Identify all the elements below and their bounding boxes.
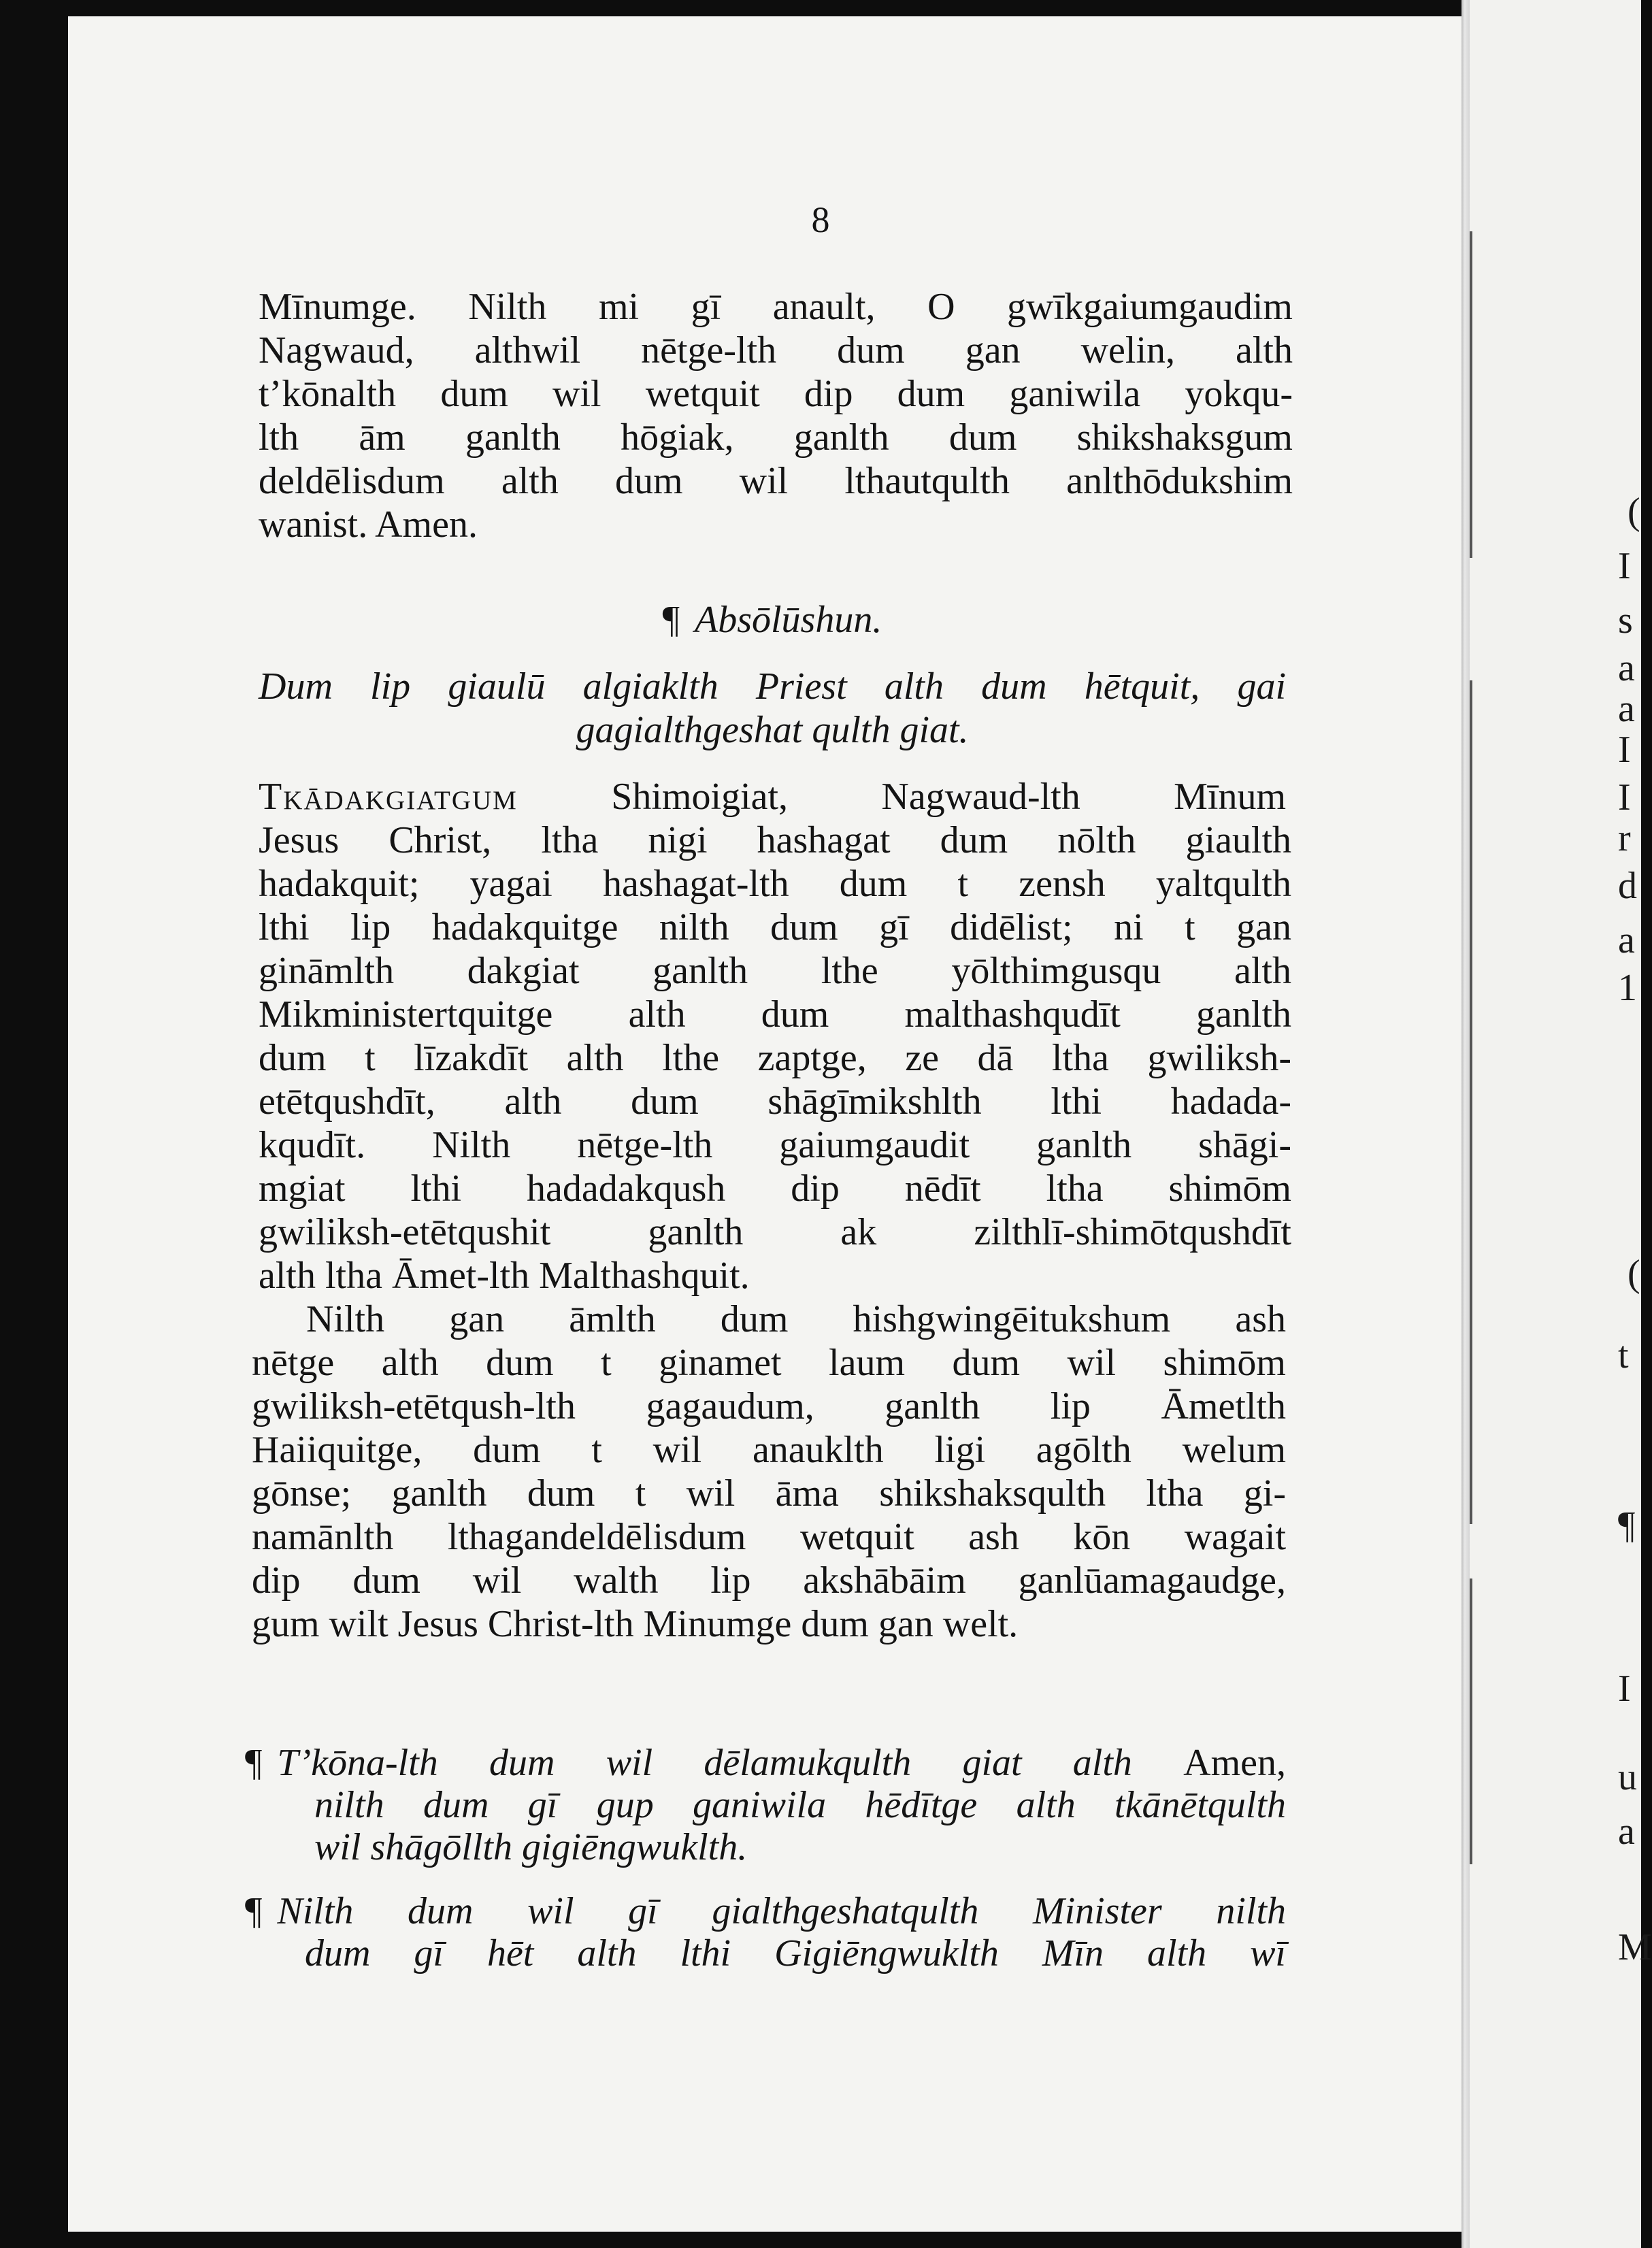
- first-line-rest: Shimoigiat, Nagwaud-lth Mīnum: [611, 776, 1286, 818]
- facing-page-rule: [1470, 231, 1472, 558]
- absolution-line: gōnse; ganlth dum t wil āma shikshaksqulth ltha gi-: [252, 1472, 1286, 1515]
- rubric-note-line: wil shāgōllth gigiēngwuklth.: [314, 1826, 748, 1868]
- facing-page-fragment: a: [1618, 1811, 1635, 1853]
- facing-page-fragment: (: [1628, 1253, 1640, 1295]
- section-heading: [259, 599, 1286, 641]
- facing-page-fragment: I: [1618, 729, 1631, 771]
- absolution-line: lthi lip hadakquitge nilth dum gī didēlist; ni t gan: [259, 906, 1291, 948]
- prayer-line: wanist. Amen.: [259, 503, 478, 546]
- absolution-line: alth ltha Āmet-lth Malthashquit.: [259, 1255, 750, 1297]
- absolution-line: dip dum wil walth lip akshābāim ganlūamagaudge,: [252, 1559, 1286, 1602]
- absolution-line: Nilth gan āmlth dum hishgwingēitukshum ash: [306, 1298, 1286, 1340]
- facing-page-edge: [1470, 0, 1641, 2248]
- absolution-line: dum t līzakdīt alth lthe zaptge, ze dā ltha gwiliksh-: [259, 1037, 1291, 1079]
- note-text: Nilth dum wil gī gialthgeshatqulth Minister nilth: [277, 1890, 1286, 1932]
- facing-page-fragment: a: [1618, 919, 1635, 961]
- absolution-line: nētge alth dum t ginamet laum dum wil shimōm: [252, 1342, 1286, 1384]
- facing-page-fragment: 1: [1618, 967, 1637, 1009]
- rubric-note-line: [245, 1742, 1286, 1784]
- absolution-line: namānlth lthagandeldēlisdum wetquit ash kōn wagait: [252, 1516, 1286, 1558]
- facing-page-fragment: a: [1618, 688, 1635, 730]
- facing-page-fragment: (: [1628, 491, 1640, 533]
- absolution-first-line: [259, 776, 1286, 818]
- rubric-note-line: nilth dum gī gup ganiwila hēdītge alth tkānētqulth: [314, 1784, 1286, 1826]
- absolution-line: gwiliksh-etētqushit ganlth ak zilthlī-shimōtqushdīt: [259, 1211, 1291, 1253]
- drop-word: Tkādakgiatgum: [259, 776, 518, 818]
- rubric-line: gagialthgeshat qulth giat.: [576, 709, 969, 751]
- facing-page-fragment: I: [1618, 776, 1631, 819]
- absolution-line: kqudīt. Nilth nētge-lth gaiumgaudit ganlth shāgi-: [259, 1124, 1291, 1166]
- pilcrow-icon: ¶: [245, 1742, 263, 1784]
- rubric-line: Dum lip giaulū algiaklth Priest alth dum hētquit, gai: [259, 665, 1286, 708]
- absolution-line: mgiat lthi hadadakqush dip nēdīt ltha shimōm: [259, 1168, 1291, 1210]
- prayer-line: lth ām ganlth hōgiak, ganlth dum shikshaksgum: [259, 416, 1293, 459]
- page-gutter: [1461, 0, 1470, 2248]
- facing-page-fragment: I: [1618, 545, 1631, 587]
- prayer-line: Mīnumge. Nilth mi gī anault, O gwīkgaiumgaudim: [259, 286, 1293, 328]
- absolution-line: Haiiquitge, dum t wil anauklth ligi agōlth welum: [252, 1429, 1286, 1471]
- facing-page-rule: [1470, 680, 1472, 1524]
- absolution-line: Jesus Christ, ltha nigi hashagat dum nōlth giaulth: [259, 819, 1291, 861]
- note-text: T’kōna-lth dum wil dēlamukqulth giat alth: [277, 1742, 1184, 1784]
- pilcrow-icon: ¶: [245, 1890, 263, 1932]
- facing-page-fragment: s: [1618, 599, 1633, 642]
- prayer-line: deldēlisdum alth dum wil lthautqulth anlthōdukshim: [259, 460, 1293, 502]
- facing-page-rule: [1470, 1578, 1472, 1864]
- prayer-line: t’kōnalth dum wil wetquit dip dum ganiwila yokqu-: [259, 373, 1293, 415]
- facing-page-fragment: a: [1618, 647, 1635, 689]
- facing-page-fragment: I: [1618, 1668, 1631, 1710]
- facing-page-fragment: u: [1618, 1756, 1637, 1798]
- absolution-line: hadakquit; yagai hashagat-lth dum t zensh yaltqulth: [259, 863, 1291, 905]
- rubric-note-line: [245, 1890, 1286, 1932]
- section-title: Absōlūshun.: [695, 599, 882, 641]
- page-number: 8: [811, 199, 830, 240]
- prayer-line: Nagwaud, althwil nētge-lth dum gan welin, alth: [259, 329, 1293, 371]
- absolution-line: etētqushdīt, alth dum shāgīmikshlth lthi hadada-: [259, 1080, 1291, 1123]
- facing-page-fragment: ¶: [1618, 1504, 1636, 1547]
- absolution-line: gwiliksh-etētqush-lth gagaudum, ganlth lip Āmetlth: [252, 1385, 1286, 1427]
- absolution-line: gum wilt Jesus Christ-lth Minumge dum gan welt.: [252, 1603, 1019, 1645]
- facing-page-fragment: M: [1618, 1926, 1652, 1968]
- facing-page-fragment: t: [1618, 1334, 1629, 1376]
- facing-page-fragment: r: [1618, 817, 1631, 859]
- facing-page-fragment: d: [1618, 865, 1637, 907]
- note-amen: Amen,: [1183, 1742, 1286, 1784]
- absolution-line: gināmlth dakgiat ganlth lthe yōlthimgusqu alth: [259, 950, 1291, 992]
- pilcrow-icon: ¶: [662, 599, 680, 641]
- rubric-note-line: dum gī hēt alth lthi Gigiēngwuklth Mīn alth wī: [305, 1932, 1286, 1974]
- absolution-line: Mikministertquitge alth dum malthashqudīt ganlth: [259, 993, 1291, 1036]
